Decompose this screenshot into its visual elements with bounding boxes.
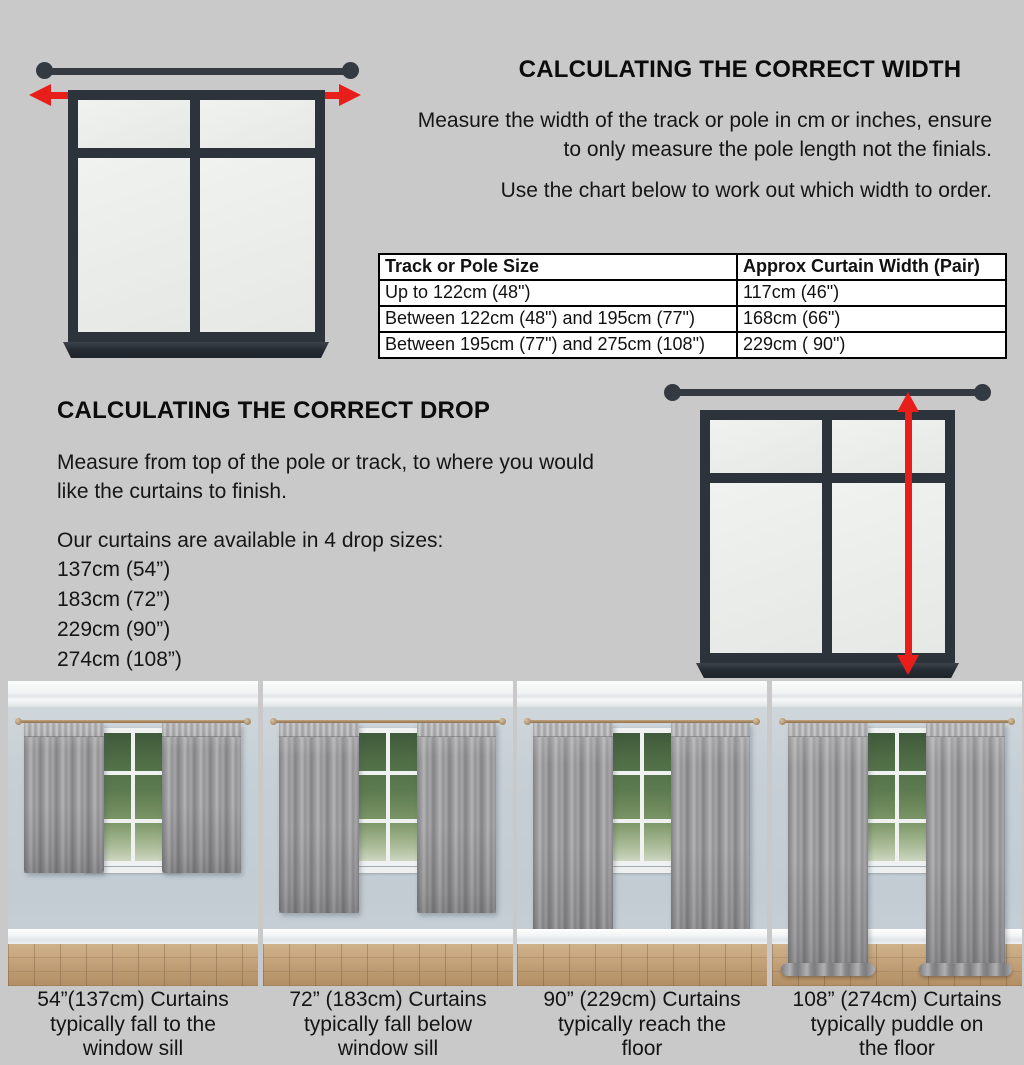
table-cell-width: 168cm (66") [737, 306, 1006, 332]
window-view-trees [606, 733, 678, 861]
window-pane [710, 483, 822, 653]
curtain-puddle [781, 963, 875, 976]
caption-line: typically fall below [303, 1012, 473, 1036]
caption-line: typically reach the [557, 1012, 727, 1036]
caption-54 [8, 988, 258, 1062]
window-pane [78, 100, 190, 148]
caption-line: typically puddle on [810, 1012, 984, 1036]
arrow-head-down-icon [897, 655, 919, 675]
curtain-panel-left [533, 723, 613, 948]
curtain-panel-left [788, 723, 868, 972]
table-cell-track: Between 122cm (48") and 195cm (77") [379, 306, 737, 332]
drop-instructions [57, 448, 657, 506]
table-row [379, 306, 1006, 332]
room-skirting [8, 929, 258, 944]
caption-line: window sill [82, 1037, 184, 1060]
window-muntin [606, 819, 678, 823]
window-muntin [640, 733, 644, 861]
arrow-head-left-icon [29, 84, 51, 106]
window-muntin [97, 819, 169, 823]
window-muntin [861, 819, 933, 823]
room-cornice [263, 681, 513, 707]
photo-curtain-90 [517, 681, 767, 986]
window-muntin [386, 733, 390, 861]
window-muntin [895, 733, 899, 861]
room-floor [517, 944, 767, 986]
window-frame [68, 90, 325, 342]
window-muntin [352, 771, 424, 775]
window-pane [200, 158, 315, 332]
drop-size-item: 274cm (108”) [57, 648, 182, 671]
curtain-panel-right [671, 723, 750, 948]
room-cornice [517, 681, 767, 707]
curtain-panel-left [24, 723, 104, 873]
width-section-heading: CALCULATING THE CORRECT WIDTH [518, 56, 962, 83]
curtain-pole [672, 389, 983, 396]
caption-line: window sill [337, 1037, 439, 1060]
window-sill [63, 342, 329, 358]
table-header-curtain-width: Approx Curtain Width (Pair) [737, 254, 1006, 280]
table-header-track-size: Track or Pole Size [379, 254, 737, 280]
room-skirting [263, 929, 513, 944]
room-skirting [517, 929, 767, 944]
table-row [379, 280, 1006, 306]
window-sill [696, 663, 959, 678]
width-instructions-line1: Measure the width of the track or pole in cm or inches, ensure [417, 109, 992, 132]
drop-instructions-line2: like the curtains to finish. [57, 480, 287, 503]
room-cornice [8, 681, 258, 707]
width-instructions-line2: to only measure the pole length not the finials. [563, 138, 992, 161]
window-muntin [131, 733, 135, 861]
window-pane [78, 158, 190, 332]
curtain-panel-right [417, 723, 496, 913]
table-cell-track: Between 195cm (77") and 275cm (108") [379, 332, 737, 358]
drop-sizes-list [57, 555, 182, 675]
caption-line: 72” (183cm) Curtains [289, 988, 487, 1011]
drop-size-item: 229cm (90”) [57, 618, 171, 641]
drop-sizes-intro [57, 526, 657, 555]
window-pane [832, 420, 945, 473]
window-view-trees [352, 733, 424, 861]
window-pane [710, 420, 822, 473]
curtain-panel-left [279, 723, 359, 913]
caption-line: 90” (229cm) Curtains [543, 988, 741, 1011]
window-muntin [606, 771, 678, 775]
arrow-shaft [905, 410, 912, 657]
caption-line: the floor [859, 1037, 935, 1060]
window-pane [200, 100, 315, 148]
curtain-puddle [919, 963, 1012, 976]
room-floor [263, 944, 513, 986]
table-cell-track: Up to 122cm (48") [379, 280, 737, 306]
drop-section-heading: CALCULATING THE CORRECT DROP [57, 397, 491, 424]
caption-72 [263, 988, 513, 1062]
drop-sizes-intro-line: Our curtains are available in 4 drop sizes: [57, 529, 444, 552]
caption-line: 108” (274cm) Curtains [792, 988, 1002, 1011]
window-view-trees [861, 733, 933, 861]
window-muntin [861, 771, 933, 775]
curtain-panel-right [926, 723, 1005, 972]
window-muntin [352, 819, 424, 823]
drop-size-item: 183cm (72”) [57, 588, 171, 611]
drop-size-item: 137cm (54”) [57, 558, 171, 581]
room-floor [8, 944, 258, 986]
table-cell-width: 229cm ( 90") [737, 332, 1006, 358]
arrow-head-up-icon [897, 392, 919, 412]
room-cornice [772, 681, 1022, 707]
width-instructions [372, 106, 992, 164]
photo-curtain-108 [772, 681, 1022, 986]
caption-line: floor [621, 1037, 663, 1060]
width-chart-note [372, 176, 992, 205]
arrow-head-right-icon [339, 84, 361, 106]
photo-curtain-72 [263, 681, 513, 986]
drop-instructions-line1: Measure from top of the pole or track, to where you would [57, 451, 594, 474]
window-frame [700, 410, 955, 663]
curtain-panel-right [162, 723, 241, 873]
caption-90 [517, 988, 767, 1062]
caption-108 [772, 988, 1022, 1062]
table-row [379, 332, 1006, 358]
curtain-pole [44, 68, 351, 75]
window-view-trees [97, 733, 169, 861]
table-cell-width: 117cm (46") [737, 280, 1006, 306]
width-table [378, 253, 1007, 359]
photo-curtain-54 [8, 681, 258, 986]
window-muntin [97, 771, 169, 775]
caption-line: 54”(137cm) Curtains [37, 988, 229, 1011]
width-table-header-row [379, 254, 1006, 280]
window-pane [832, 483, 945, 653]
caption-line: typically fall to the [50, 1012, 216, 1036]
width-chart-note-line: Use the chart below to work out which width to order. [500, 179, 992, 202]
